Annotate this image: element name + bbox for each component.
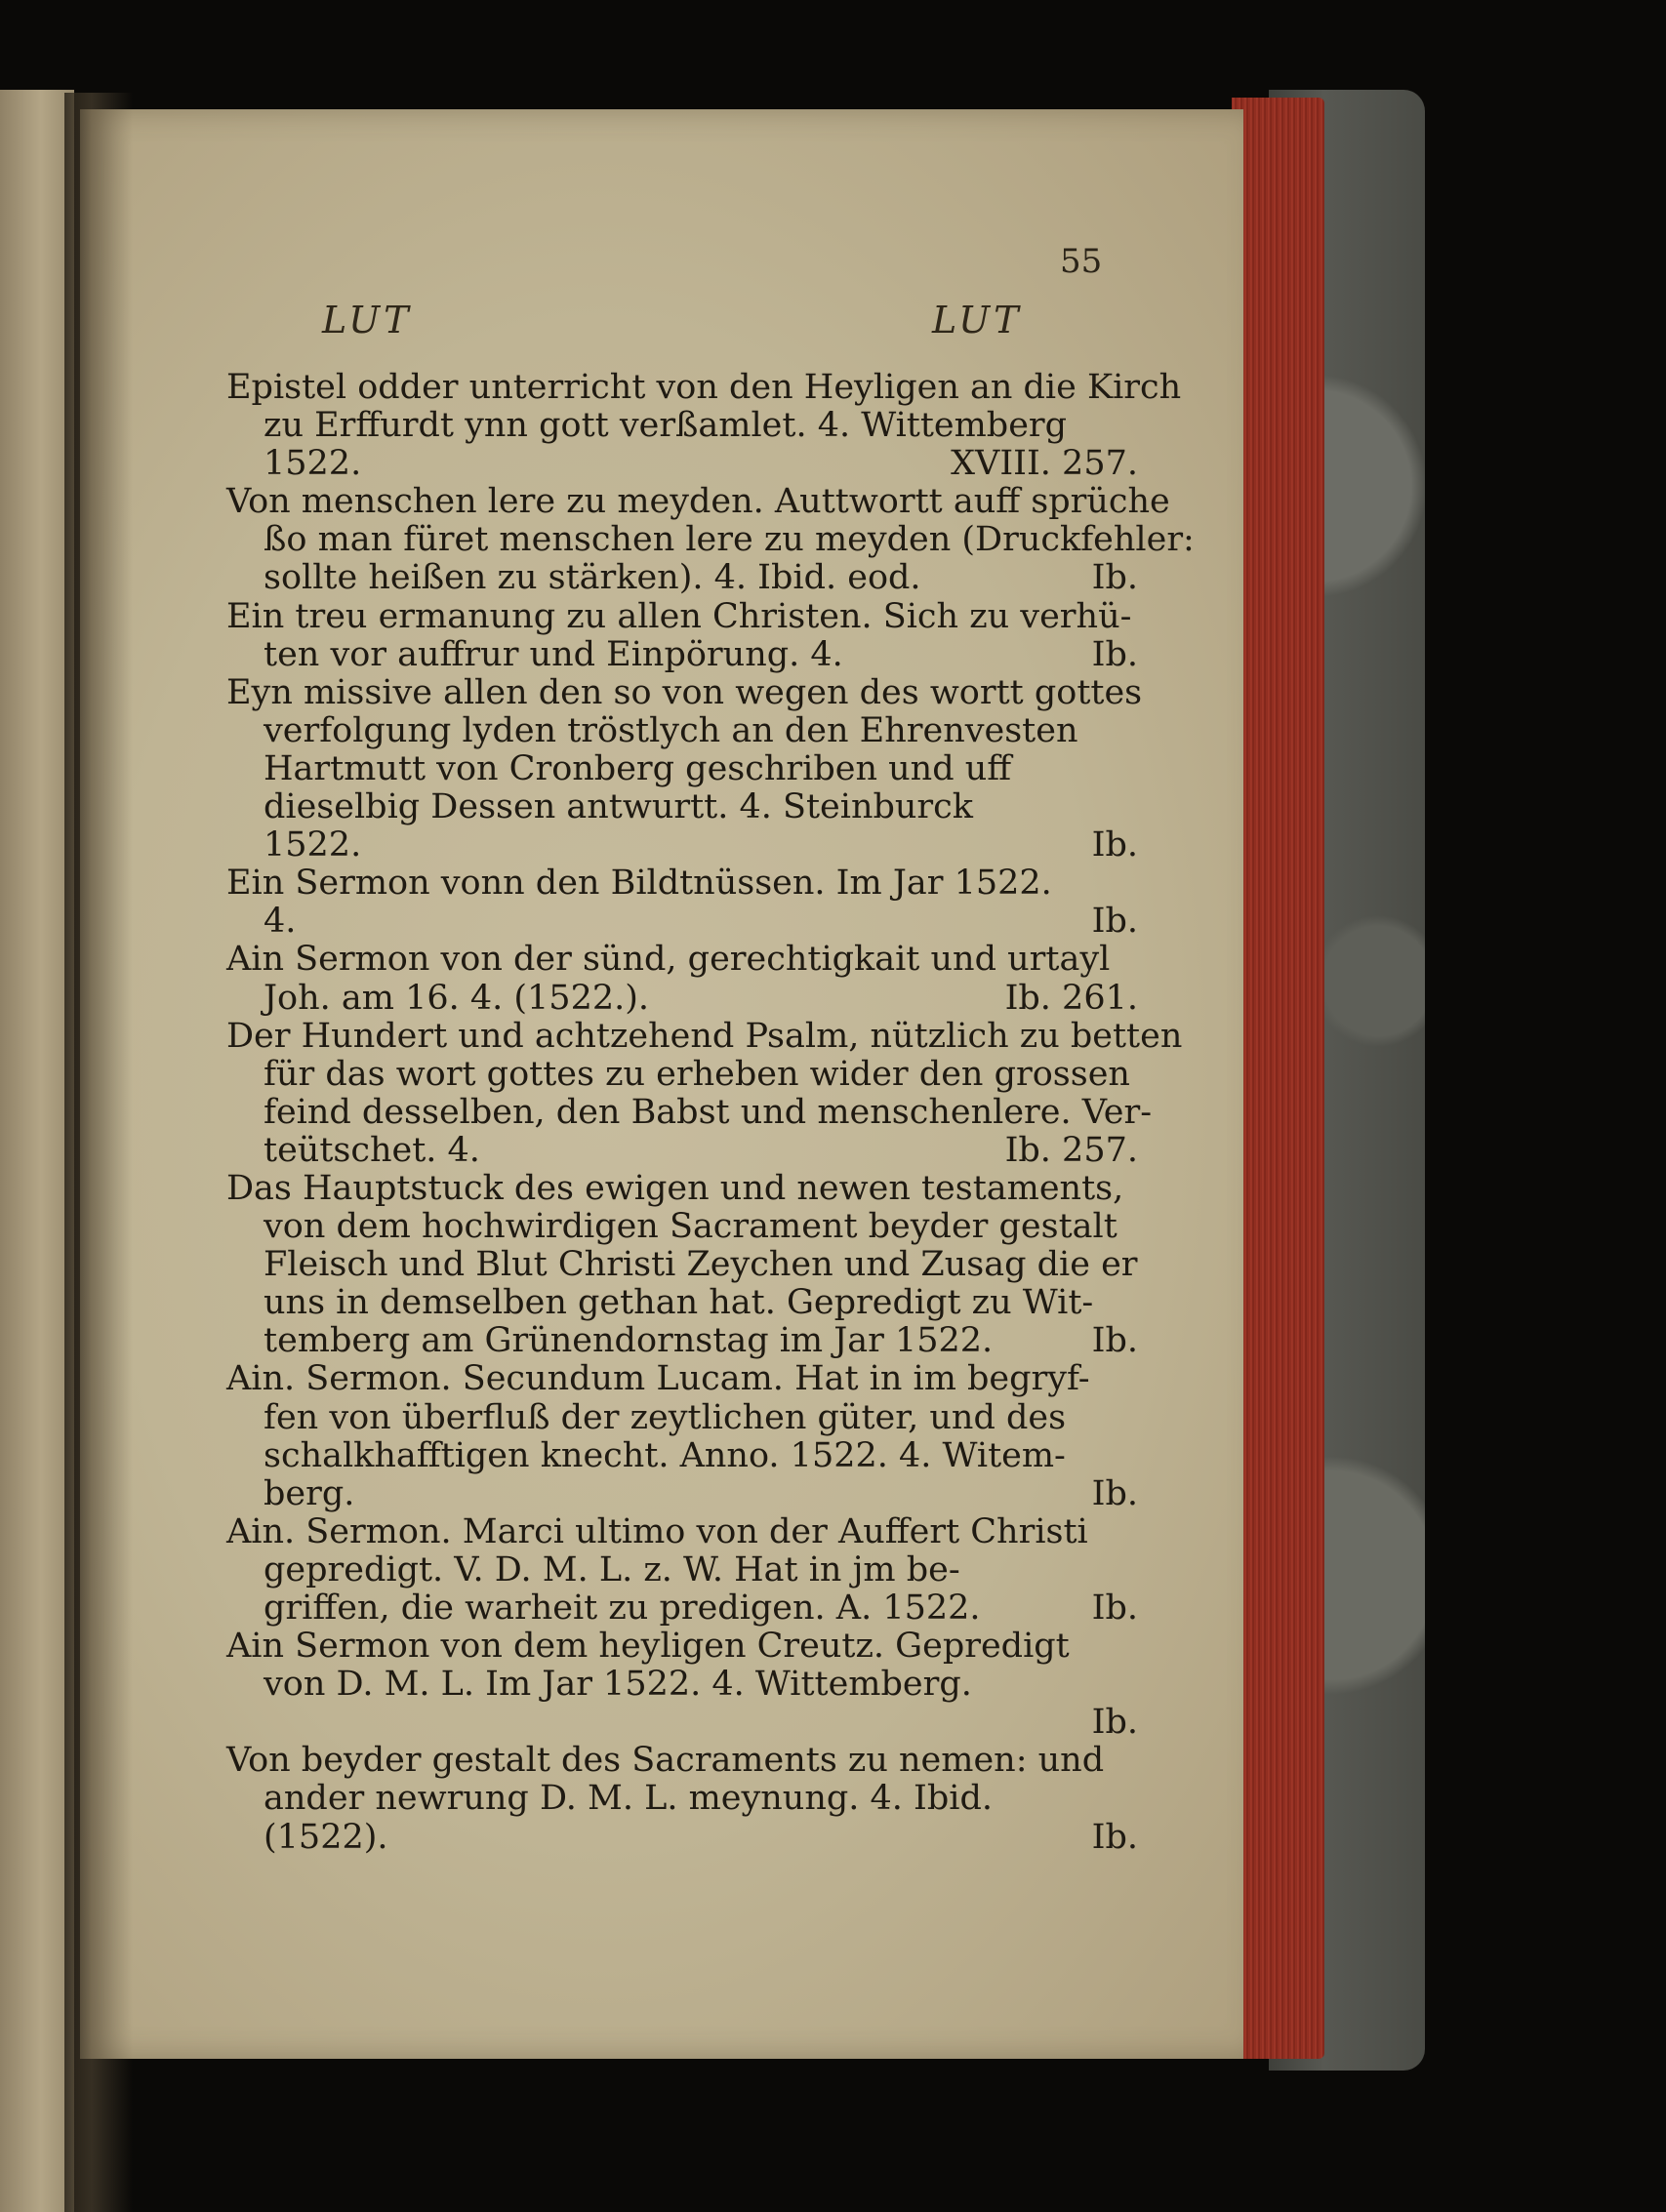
line-text: zu Erffurdt ynn gott verßamlet. 4. Wittemberg (264, 406, 1068, 446)
line-text: griffen, die warheit zu predigen. A. 1522. (264, 1589, 981, 1628)
text-line (226, 941, 1146, 979)
text-line (226, 1284, 1146, 1322)
text-line (226, 1132, 1146, 1170)
line-text: Ein treu ermanung zu allen Christen. Sich zu verhü- (226, 596, 1132, 636)
line-text: verfolgung lyden tröstlych an den Ehrenvesten (264, 710, 1078, 750)
text-line (226, 636, 1146, 674)
text-line (226, 1016, 1183, 1056)
text-line (226, 750, 1146, 788)
line-text: für das wort gottes zu erheben wider den grossen (264, 1054, 1130, 1094)
text-line (226, 445, 1146, 483)
line-text: berg. (264, 1473, 355, 1513)
text-line (226, 1666, 1146, 1704)
line-text: (1522). (264, 1817, 388, 1857)
text-line (226, 1819, 1146, 1857)
text-line (226, 788, 1146, 826)
line-text: ten vor auffrur und Einpörung. 4. (264, 634, 843, 674)
text-line (226, 865, 1146, 903)
line-text: 4. (264, 902, 297, 942)
text-line (226, 1208, 1146, 1246)
text-line (226, 1628, 1146, 1666)
text-line (226, 1513, 1146, 1551)
line-reference: Ib. 257. (1004, 1130, 1138, 1170)
line-text: schalkhafftigen knecht. Anno. 1522. 4. Witem- (264, 1435, 1066, 1475)
text-line (226, 407, 1146, 445)
line-text: 1522. (264, 825, 362, 865)
line-reference: Ib. (1091, 1703, 1138, 1743)
line-text: Joh. am 16. 4. (1522.). (264, 978, 650, 1018)
text-line (226, 559, 1146, 597)
line-reference: XVIII. 257. (951, 444, 1138, 484)
line-text: teütschet. 4. (264, 1130, 480, 1170)
text-line (226, 368, 1182, 407)
text-line (226, 482, 1170, 522)
running-head-left: LUT (322, 299, 413, 342)
line-text: Epistel odder unterricht von den Heyligen an die Kirch (226, 368, 1182, 407)
text-line (226, 1092, 1153, 1132)
text-line (226, 1246, 1146, 1284)
text-line (226, 1742, 1146, 1780)
text-line (226, 1056, 1146, 1094)
line-text: fen von überfluß der zeytlichen güter, und des (264, 1397, 1067, 1437)
line-text: ander newrung D. M. L. meynung. 4. Ibid. (264, 1779, 994, 1819)
line-reference: Ib. (1091, 1589, 1138, 1628)
line-reference: Ib. (1091, 634, 1138, 674)
text-line (226, 826, 1146, 865)
text-line (226, 712, 1146, 750)
line-reference: Ib. (1091, 1473, 1138, 1513)
line-reference: Ib. 261. (1004, 978, 1138, 1018)
line-text: Von beyder gestalt des Sacraments zu nemen: und (226, 1741, 1105, 1781)
line-text: uns in demselben gethan hat. Gepredigt zu Wit- (264, 1283, 1094, 1323)
text-line (226, 1551, 1146, 1589)
line-text: Ein Sermon vonn den Bildtnüssen. Im Jar 1522. (226, 864, 1052, 904)
line-text: von D. M. L. Im Jar 1522. 4. Wittemberg. (264, 1665, 972, 1705)
text-line (226, 1589, 1146, 1628)
text-line (226, 1360, 1146, 1398)
line-text: gepredigt. V. D. M. L. z. W. Hat in jm be- (264, 1549, 960, 1589)
line-text: Eyn missive allen den so von wegen des wortt gottes (226, 672, 1143, 712)
text-line (226, 1322, 1146, 1360)
line-text: sollte heißen zu stärken). 4. Ibid. eod. (264, 558, 921, 598)
line-text: 1522. (264, 444, 362, 484)
line-text: Ain Sermon von dem heyligen Creutz. Gepredigt (226, 1627, 1070, 1667)
line-text: Der Hundert und achtzehend Psalm, nützlich zu betten (226, 1016, 1183, 1056)
line-text: Ain. Sermon. Secundum Lucam. Hat in im begryf- (226, 1359, 1090, 1399)
text-line (226, 598, 1146, 636)
text-line (226, 1475, 1146, 1513)
line-text: Hartmutt von Cronberg geschriben und uff (264, 748, 1012, 788)
text-line (226, 980, 1146, 1018)
line-text: Ain. Sermon. Marci ultimo von der Auffert Christi (226, 1511, 1088, 1551)
text-line (226, 903, 1146, 941)
line-text: feind desselben, den Babst und menschenlere. Ver- (264, 1092, 1153, 1132)
line-reference: Ib. (1091, 902, 1138, 942)
text-line (226, 1437, 1146, 1475)
text-line (226, 1780, 1146, 1818)
page-edges (1232, 98, 1324, 2059)
line-text: temberg am Grünendornstag im Jar 1522. (264, 1321, 994, 1361)
line-text: Ain Sermon von der sünd, gerechtigkait und urtayl (226, 940, 1111, 980)
line-text: Fleisch und Blut Christi Zeychen und Zusag die er (264, 1245, 1138, 1285)
line-reference: Ib. (1091, 825, 1138, 865)
line-text: Von menschen lere zu meyden. Auttwortt auff sprüche (226, 482, 1170, 522)
page-number: 55 (1060, 242, 1103, 281)
line-reference: Ib. (1091, 1321, 1138, 1361)
left-facing-page (0, 90, 74, 2212)
line-reference: Ib. (1091, 558, 1138, 598)
line-text: ßo man füret menschen lere zu meyden (Druckfehler: (264, 520, 1195, 560)
line-text: Das Hauptstuck des ewigen und newen testaments, (226, 1168, 1124, 1208)
text-line (226, 1704, 1146, 1742)
text-line (226, 674, 1146, 712)
line-text: dieselbig Dessen antwurtt. 4. Steinburck (264, 787, 973, 827)
running-head-right: LUT (932, 299, 1023, 342)
book-gutter (64, 93, 133, 2212)
text-line (226, 520, 1195, 560)
text-line (226, 1170, 1146, 1208)
text-line (226, 1399, 1146, 1437)
line-reference: Ib. (1091, 1817, 1138, 1857)
line-text: von dem hochwirdigen Sacrament beyder gestalt (264, 1207, 1117, 1247)
catalog-entries (226, 368, 1195, 1857)
